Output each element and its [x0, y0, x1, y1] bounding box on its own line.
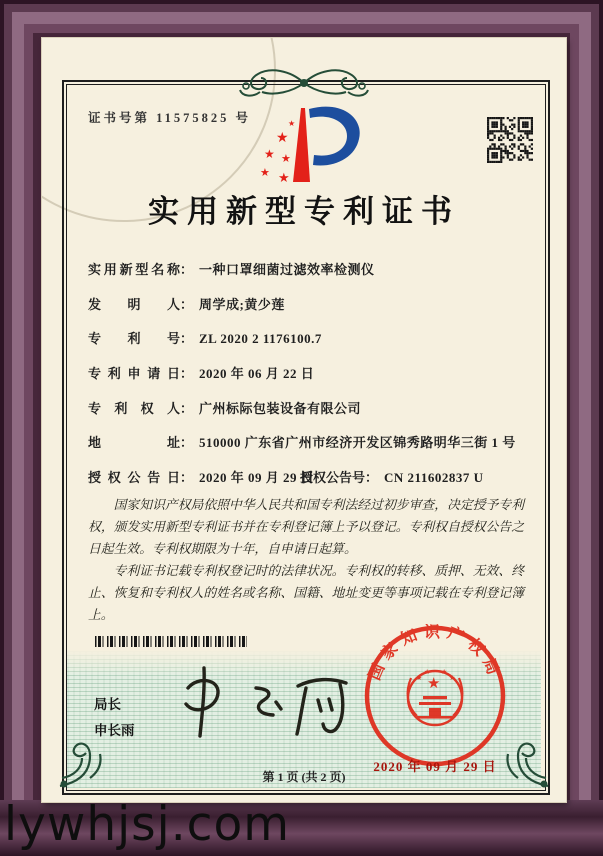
grant-no-value: CN 211602837 U: [384, 470, 484, 485]
field-row: [88, 294, 528, 313]
official-seal: [363, 624, 507, 768]
svg-text:★: ★: [449, 674, 456, 682]
field-colon: ：: [180, 435, 194, 450]
field-value: 510000 广东省广州市经济开发区锦秀路明华三街 1 号: [199, 435, 516, 450]
legal-paragraph-1: 国家知识产权局依照中华人民共和国专利法经过初步审查，决定授予专利权，颁发实用新型专利证书并在专利登记簿上予以登记。专利权自授权公告之日起生效。专利权期限为十年，自申请日起算。: [88, 498, 524, 556]
grant-number: [300, 467, 483, 486]
svg-text:★: ★: [424, 668, 431, 676]
field-colon: ：: [180, 366, 194, 381]
grant-date-label: 授权公告日: [88, 470, 180, 485]
director-block: [94, 692, 135, 744]
field-label: 地址: [88, 435, 180, 450]
site-watermark: lywhjsj.com: [4, 797, 291, 852]
grant-no-label: 授权公告号: [300, 470, 366, 485]
logo-star-icon: ★: [260, 167, 270, 179]
director-title: 局长: [94, 697, 121, 712]
field-label: 专利申请日: [88, 366, 180, 381]
field-row: [88, 328, 528, 347]
field-row: [88, 432, 528, 451]
field-label: 发明人: [88, 297, 180, 312]
field-value: 一种口罩细菌过滤效率检测仪: [199, 262, 375, 277]
legal-text: [88, 494, 524, 626]
field-colon: ：: [180, 401, 194, 416]
legal-paragraph-2: 专利证书记载专利权登记时的法律状况。专利权的转移、质押、无效、终止、恢复和专利权人的姓名或名称、国籍、地址变更等事项记载在专利登记簿上。: [88, 564, 524, 622]
logo-star-icon: ★: [276, 131, 289, 146]
field-value: 2020 年 06 月 22 日: [199, 366, 315, 381]
field-value: 周学成;黄少莲: [199, 297, 285, 312]
logo-star-icon: ★: [278, 170, 290, 185]
grant-date-value: 2020 年 09 月 29 日: [199, 470, 315, 485]
cnipa-logo: [252, 96, 374, 188]
svg-text:国家知识产权局: [365, 624, 505, 683]
field-colon: ：: [180, 262, 194, 277]
certificate-title: 实用新型专利证书: [148, 194, 460, 229]
logo-wedge: [293, 108, 310, 182]
field-label: 实用新型名称: [88, 262, 180, 277]
certificate-number: 证书号第 11575825 号: [88, 111, 252, 125]
field-colon: ：: [365, 470, 379, 485]
field-row: [88, 363, 528, 382]
director-name: 申长雨: [94, 723, 135, 738]
field-value: 广州标际包装设备有限公司: [199, 401, 362, 416]
director-signature: [172, 660, 372, 745]
national-emblem-icon: [408, 668, 463, 725]
field-value: ZL 2020 2 1176100.7: [199, 331, 322, 346]
svg-text:★: ★: [441, 668, 448, 676]
logo-star-icon: ★: [281, 153, 291, 165]
seal-date: 2020 年 09 月 29 日: [373, 759, 497, 774]
svg-text:★: ★: [416, 674, 423, 682]
seal-text: 国家知识产权局: [366, 624, 504, 683]
field-row: [88, 398, 528, 417]
field-row: [88, 259, 528, 278]
certificate-paper: [42, 38, 566, 802]
svg-text:★: ★: [427, 676, 441, 692]
page-number: 第 1 页 (共 2 页): [262, 770, 346, 784]
field-colon: ：: [180, 331, 194, 346]
field-label: 专利权人: [88, 401, 180, 416]
barcode: [95, 636, 247, 647]
field-colon: ：: [180, 297, 194, 312]
logo-p-bowl: [309, 107, 360, 166]
field-label: 专利号: [88, 331, 180, 346]
qr-code: [487, 117, 533, 163]
logo-star-icon: ★: [264, 147, 275, 161]
logo-star-icon: ★: [288, 119, 296, 128]
field-colon: ：: [180, 470, 194, 485]
